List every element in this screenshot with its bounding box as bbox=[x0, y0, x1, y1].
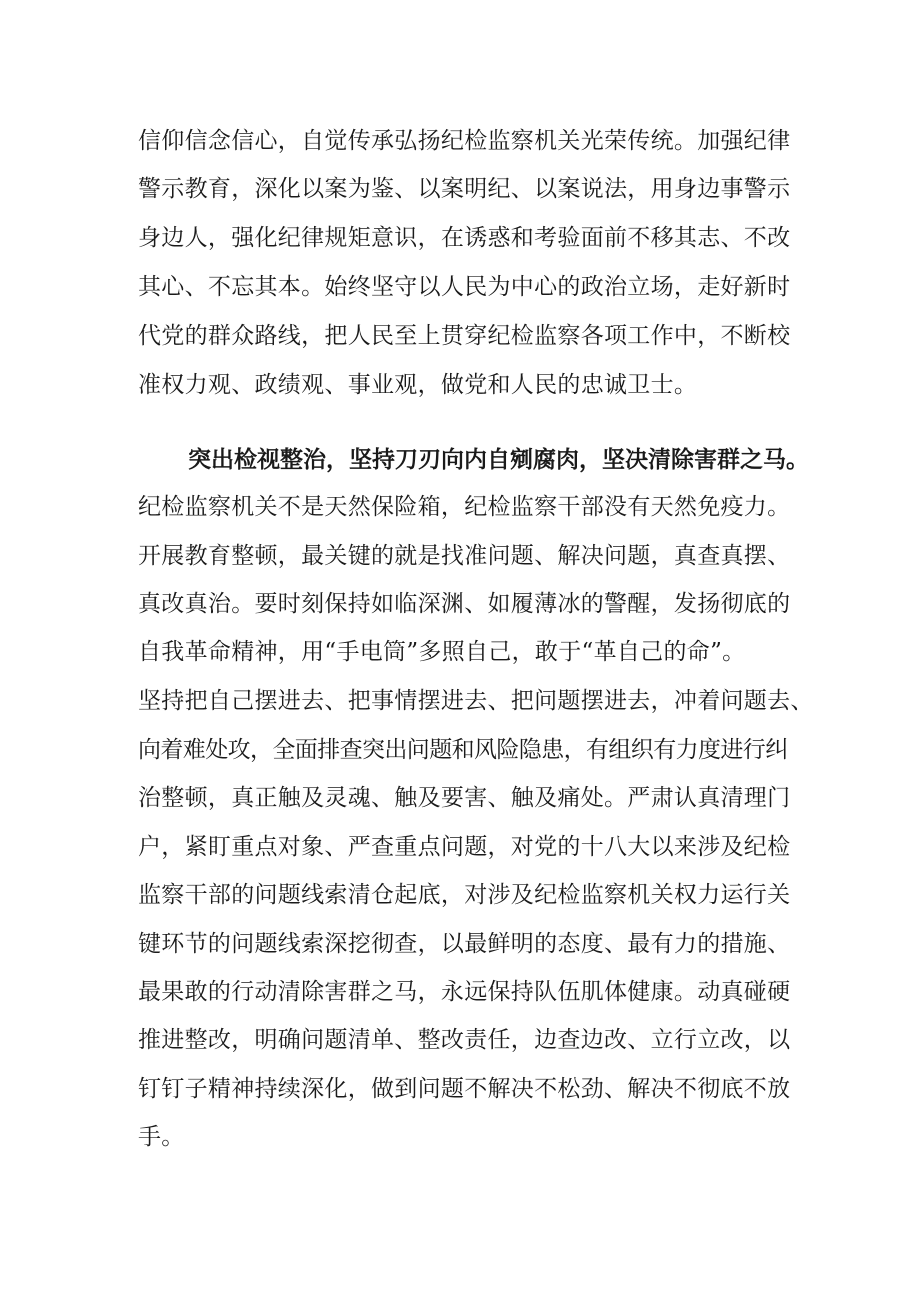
text-line: 真改真治。要时刻保持如临深渊、如履薄冰的警醒，发扬彻底的 bbox=[138, 591, 791, 617]
text-line: 向着难处攻，全面排查突出问题和风险隐患，有组织有力度进行纠 bbox=[138, 737, 788, 763]
section-heading: 突出检视整治，坚持刀刃向内自剜腐肉，坚决清除害群之马。 bbox=[188, 447, 809, 473]
text-line: 手。 bbox=[138, 1124, 185, 1150]
text-line: 坚持把自己摆进去、把事情摆进去、把问题摆进去，冲着问题去、 bbox=[138, 688, 814, 714]
text-line: 自我革命精神，用“手电筒”多照自己，敢于“革自己的命”。 bbox=[138, 639, 746, 665]
text-line: 治整顿，真正触及灵魂、触及要害、触及痛处。严肃认真清理门 bbox=[138, 785, 791, 811]
text-line: 代党的群众路线，把人民至上贯穿纪检监察各项工作中，不断校 bbox=[138, 323, 791, 349]
text-line: 身边人，强化纪律规矩意识，在诱惑和考验面前不移其志、不改 bbox=[138, 225, 791, 251]
text-line: 监察干部的问题线索清仓起底，对涉及纪检监察机关权力运行关 bbox=[138, 882, 791, 908]
text-line: 开展教育整顿，最关键的就是找准问题、解决问题，真查真摆、 bbox=[138, 543, 791, 569]
text-line: 警示教育，深化以案为鉴、以案明纪、以案说法，用身边事警示 bbox=[138, 176, 791, 202]
text-line: 纪检监察机关不是天然保险箱，纪检监察干部没有天然免疫力。 bbox=[138, 494, 791, 520]
text-line: 钉钉子精神持续深化，做到问题不解决不松劲、解决不彻底不放 bbox=[138, 1076, 791, 1102]
text-line: 最果敢的行动清除害群之马，永远保持队伍肌体健康。动真碰硬 bbox=[138, 979, 791, 1005]
text-line: 户，紧盯重点对象、严查重点问题，对党的十八大以来涉及纪检 bbox=[138, 834, 791, 860]
text-line: 其心、不忘其本。始终坚守以人民为中心的政治立场，走好新时 bbox=[138, 274, 791, 300]
text-line: 推进整改，明确问题清单、整改责任，边查边改、立行立改，以 bbox=[138, 1027, 791, 1053]
text-line: 键环节的问题线索深挖彻查，以最鲜明的态度、最有力的措施、 bbox=[138, 931, 791, 957]
text-line: 信仰信念信心，自觉传承弘扬纪检监察机关光荣传统。加强纪律 bbox=[138, 128, 791, 154]
text-line: 准权力观、政绩观、事业观，做党和人民的忠诚卫士。 bbox=[138, 372, 698, 398]
